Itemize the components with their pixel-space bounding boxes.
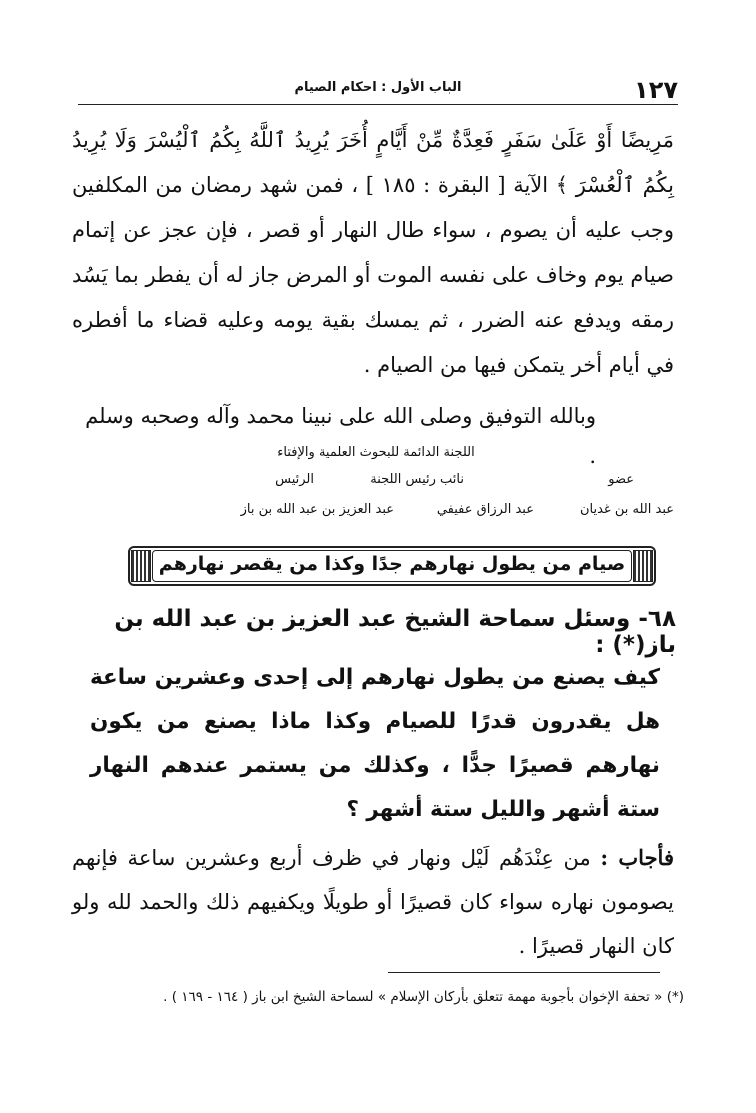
question-heading: ٦٨- وسئل سماحة الشيخ عبد العزيز بن عبد الله بن باز(*) : xyxy=(114,606,676,658)
role-chairman: الرئيس xyxy=(275,472,314,487)
footnote: (*) « تحفة الإخوان بأجوبة مهمة تتعلق بأركان الإسلام » لسماحة الشيخ ابن باز ( ١٦٤ - ١٦٩ ) . xyxy=(163,989,684,1005)
question-text: كيف يصنع من يطول نهارهم إلى إحدى وعشرين ساعة هل يقدرون قدرًا للصيام وكذا ماذا يصنع من يكون نهارهم قصيرًا جدًّا ، وكذلك من يستمر عندهم النهار ستة أشهر والليل ستة أشهر ؟ xyxy=(90,665,660,822)
running-title: الباب الأول : احكام الصيام xyxy=(294,80,462,95)
body-paragraph-block xyxy=(72,118,674,388)
body-paragraph: مَرِيضًا أَوْ عَلَىٰ سَفَرٍ فَعِدَّةٌ مِّنْ أَيَّامٍ أُخَرَ يُرِيدُ ٱللَّهُ بِكُمُ ٱلْيُسْرَ وَلَا يُرِيدُ بِكُمُ ٱلْعُسْرَ ﴾ الآية [ البقرة : ١٨٥ ] ، فمن شهد رمضان من المكلفين وجب عليه أن يصوم ، سواء طال النهار أو قصر ، فإن عجز عن إتمام صيام يوم وخاف على نفسه الموت أو المرض جاز له أن يفطر بما يَسُد رمقه ويدفع عنه الضرر ، ثم يمسك بقية يومه وعليه قضاء ما أفطره في أيام أخر يتمكن فيها من الصيام . xyxy=(72,128,674,377)
name-member: عبد الله بن غديان xyxy=(579,502,674,517)
committee-title: اللجنة الدائمة للبحوث العلمية والإفتاء xyxy=(277,445,475,460)
page-header xyxy=(78,76,678,104)
closing-line: وبالله التوفيق وصلى الله على نبينا محمد وآله وصحبه وسلم . xyxy=(85,404,596,468)
answer-text: من عِنْدَهُم لَيْل ونهار في ظرف أربع وعشرين ساعة فإنهم يصومون نهاره سواء كان قصيرًا أو طويلًا ويكفيهم ذلك والحمد لله ولو كان النهار قصيرًا . xyxy=(72,846,674,958)
committee-names xyxy=(78,502,674,528)
answer-block xyxy=(72,836,674,968)
page-number: ١٢٧ xyxy=(634,76,678,104)
committee-signature xyxy=(78,445,674,528)
name-chairman: عبد العزيز بن عبد الله بن باز xyxy=(240,502,394,517)
header-rule xyxy=(78,104,678,105)
answer-lead: فأجاب : xyxy=(600,845,674,870)
role-deputy: نائب رئيس اللجنة xyxy=(370,472,464,487)
section-banner xyxy=(128,546,656,586)
committee-roles xyxy=(78,472,674,498)
role-member: عضو xyxy=(608,472,634,487)
footnote-rule xyxy=(388,972,660,973)
banner-title: صيام من يطول نهارهم جدًا وكذا من يقصر نهارهم xyxy=(158,553,626,575)
name-deputy: عبد الرزاق عفيفي xyxy=(436,502,534,517)
